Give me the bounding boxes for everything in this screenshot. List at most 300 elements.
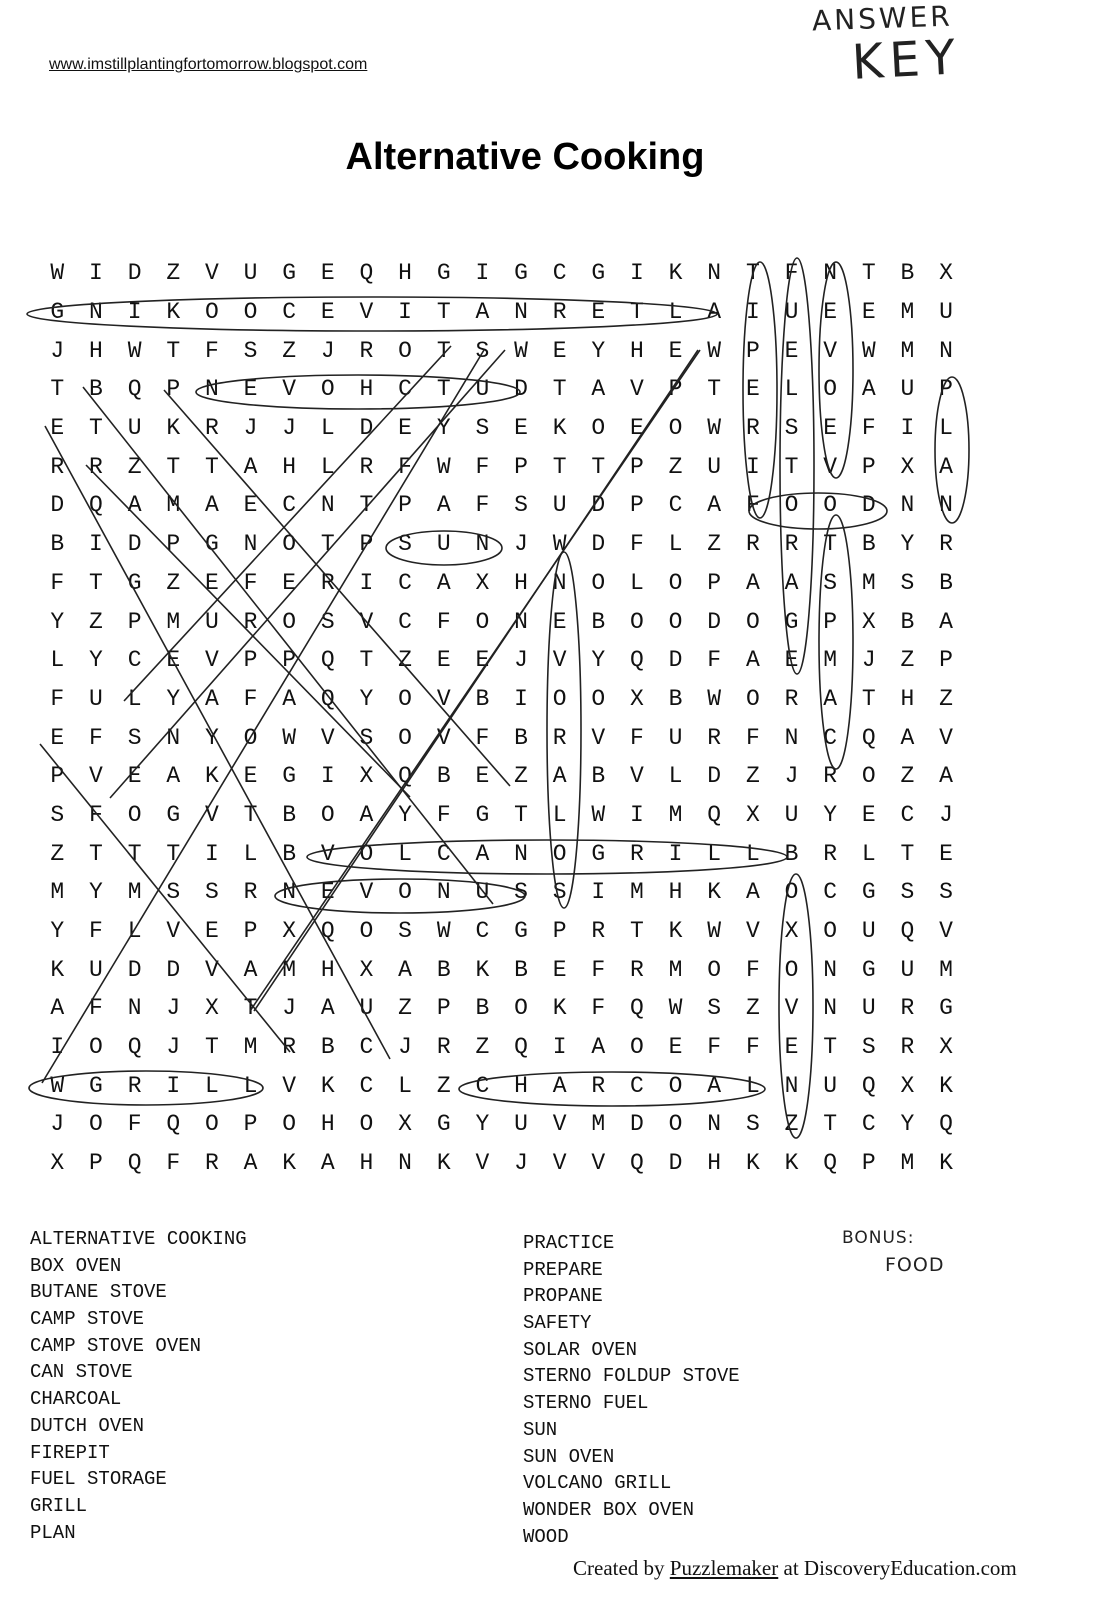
grid-letter: E	[591, 299, 606, 326]
grid-letter: V	[784, 995, 799, 1022]
grid-letter: O	[668, 608, 683, 635]
grid-letter: I	[320, 763, 335, 790]
grid-letter: M	[166, 492, 181, 519]
grid-letter: J	[282, 995, 297, 1022]
grid-letter: E	[784, 1034, 799, 1061]
grid-letter: W	[282, 724, 297, 751]
key-annotation: KEY	[850, 29, 963, 91]
grid-letter: L	[50, 647, 65, 674]
word-list-item: SUN	[523, 1418, 558, 1441]
credit-suffix: at DiscoveryEducation.com	[783, 1556, 1017, 1580]
grid-letter: K	[707, 879, 722, 906]
grid-letter: T	[89, 840, 103, 867]
grid-letter: O	[243, 299, 258, 326]
grid-letter: N	[784, 724, 799, 751]
grid-letter: A	[745, 647, 760, 674]
grid-letter: S	[823, 569, 838, 596]
grid-letter: O	[89, 1111, 103, 1138]
word-list-item: GRILL	[30, 1494, 88, 1517]
grid-letter: J	[282, 415, 297, 442]
grid-letter: X	[398, 1111, 412, 1138]
grid-letter: L	[243, 1072, 258, 1099]
grid-letter: R	[243, 608, 258, 635]
grid-letter: R	[50, 453, 65, 480]
grid-letter: O	[823, 376, 838, 403]
grid-letter: I	[668, 840, 683, 867]
word-list-item: WOOD	[523, 1525, 569, 1548]
grid-letter: R	[745, 415, 760, 442]
grid-letter: R	[204, 415, 219, 442]
grid-letter: S	[707, 995, 722, 1022]
grid-letter: D	[668, 1150, 683, 1177]
grid-letter: T	[707, 376, 722, 403]
grid-letter: V	[552, 1111, 567, 1138]
grid-letter: G	[50, 299, 65, 326]
grid-letter: E	[475, 647, 490, 674]
grid-letter: N	[475, 531, 490, 558]
grid-letter: G	[861, 879, 876, 906]
grid-letter: P	[359, 531, 374, 558]
grid-letter: E	[552, 337, 567, 364]
grid-letter: T	[861, 260, 876, 287]
grid-letter: O	[398, 685, 412, 712]
grid-letter: U	[939, 299, 953, 326]
grid-letter: F	[50, 569, 65, 596]
grid-letter: E	[514, 415, 528, 442]
grid-letter: I	[630, 260, 644, 287]
grid-letter: Z	[282, 337, 297, 364]
grid-letter: L	[745, 1072, 760, 1099]
grid-letter: N	[514, 840, 528, 867]
grid-letter: V	[823, 453, 838, 480]
grid-letter: Z	[50, 840, 65, 867]
grid-letter: T	[552, 453, 567, 480]
grid-letter: S	[900, 569, 915, 596]
grid-letter: R	[127, 1072, 142, 1099]
grid-letter: O	[784, 956, 799, 983]
grid-letter: X	[359, 956, 374, 983]
grid-letter: H	[514, 569, 528, 596]
grid-letter: U	[552, 492, 567, 519]
grid-letter: O	[591, 685, 606, 712]
grid-letter: E	[243, 763, 258, 790]
grid-letter: U	[89, 956, 103, 983]
grid-letter: E	[127, 763, 142, 790]
grid-letter: A	[707, 1072, 722, 1099]
grid-letter: Z	[668, 453, 683, 480]
grid-letter: F	[243, 685, 258, 712]
grid-letter: O	[89, 1034, 103, 1061]
grid-letter: M	[668, 801, 683, 828]
grid-letter: U	[823, 1072, 838, 1099]
grid-letter: X	[784, 918, 799, 945]
grid-letter: K	[475, 956, 490, 983]
grid-letter: S	[784, 415, 799, 442]
grid-letter: A	[320, 1150, 335, 1177]
grid-letter: Q	[707, 801, 722, 828]
grid-letter: R	[630, 840, 644, 867]
grid-letter: Q	[630, 995, 644, 1022]
grid-letter: S	[320, 608, 335, 635]
grid-letter: D	[127, 260, 142, 287]
word-list-item: SUN OVEN	[523, 1445, 615, 1468]
grid-letter: Y	[398, 801, 412, 828]
grid-letter: E	[166, 647, 181, 674]
grid-letter: M	[243, 1034, 258, 1061]
grid-letter: B	[591, 608, 606, 635]
grid-letter: V	[204, 647, 219, 674]
grid-letter: S	[745, 1111, 760, 1138]
grid-letter: G	[939, 995, 953, 1022]
grid-letter: O	[630, 608, 644, 635]
grid-letter: Y	[475, 1111, 490, 1138]
grid-letter: X	[282, 918, 297, 945]
grid-letter: O	[243, 724, 258, 751]
grid-letter: P	[745, 337, 760, 364]
grid-letter: C	[475, 918, 490, 945]
grid-letter: T	[166, 453, 181, 480]
grid-letter: T	[823, 1034, 838, 1061]
grid-letter: K	[745, 1150, 760, 1177]
grid-letter: I	[89, 260, 103, 287]
grid-letter: F	[630, 724, 644, 751]
grid-letter: A	[436, 492, 451, 519]
grid-letter: Q	[320, 918, 335, 945]
grid-letter: R	[823, 840, 838, 867]
word-list-item: STERNO FOLDUP STOVE	[523, 1365, 740, 1388]
grid-letter: N	[823, 260, 838, 287]
grid-letter: E	[320, 260, 335, 287]
grid-letter: T	[320, 531, 335, 558]
grid-letter: T	[166, 337, 181, 364]
grid-letter: A	[552, 1072, 567, 1099]
grid-letter: D	[861, 492, 876, 519]
grid-letter: Z	[707, 531, 722, 558]
grid-letter: E	[398, 415, 412, 442]
grid-letter: V	[89, 763, 103, 790]
grid-letter: U	[127, 415, 142, 442]
grid-letter: Z	[745, 763, 760, 790]
grid-letter: O	[668, 569, 683, 596]
source-url[interactable]: www.imstillplantingfortomorrow.blogspot.com	[49, 56, 368, 73]
grid-letter: M	[861, 569, 876, 596]
grid-letter: T	[552, 376, 567, 403]
word-list-item: PREPARE	[523, 1258, 603, 1281]
grid-letter: E	[320, 299, 335, 326]
word-list-item: BUTANE STOVE	[30, 1281, 167, 1304]
grid-letter: F	[127, 1111, 142, 1138]
grid-letter: R	[243, 879, 258, 906]
grid-letter: D	[630, 1111, 644, 1138]
grid-letter: K	[436, 1150, 451, 1177]
grid-letter: A	[166, 763, 181, 790]
grid-letter: P	[514, 453, 528, 480]
grid-letter: V	[745, 918, 760, 945]
grid-letter: T	[204, 1034, 219, 1061]
grid-letter: M	[166, 608, 181, 635]
grid-letter: M	[591, 1111, 606, 1138]
grid-letter: E	[861, 299, 876, 326]
grid-letter: Y	[900, 531, 915, 558]
grid-letter: S	[398, 531, 412, 558]
grid-letter: L	[668, 531, 683, 558]
grid-letter: M	[939, 956, 953, 983]
grid-letter: Z	[475, 1034, 490, 1061]
grid-letter: H	[668, 879, 683, 906]
grid-letter: Q	[359, 260, 374, 287]
grid-letter: T	[50, 376, 65, 403]
grid-letter: B	[475, 995, 490, 1022]
grid-letter: O	[359, 840, 374, 867]
grid-letter: A	[552, 763, 567, 790]
grid-letter: B	[282, 840, 297, 867]
grid-letter: N	[320, 492, 335, 519]
grid-letter: O	[282, 531, 297, 558]
grid-letter: N	[243, 531, 258, 558]
grid-letter: P	[398, 492, 412, 519]
grid-letter: K	[668, 918, 683, 945]
grid-letter: A	[243, 453, 258, 480]
grid-letter: S	[398, 918, 412, 945]
grid-letter: E	[320, 879, 335, 906]
grid-letter: Q	[823, 1150, 838, 1177]
grid-letter: A	[320, 995, 335, 1022]
grid-letter: L	[320, 415, 335, 442]
grid-letter: O	[398, 337, 412, 364]
grid-letter: U	[900, 376, 915, 403]
grid-letter: Y	[591, 337, 606, 364]
grid-letter: C	[475, 1072, 490, 1099]
grid-letter: T	[630, 918, 644, 945]
grid-letter: O	[282, 608, 297, 635]
grid-letter: P	[939, 376, 953, 403]
grid-letter: J	[50, 1111, 65, 1138]
grid-letter: N	[939, 337, 953, 364]
grid-letter: A	[707, 492, 722, 519]
grid-letter: I	[359, 569, 374, 596]
grid-letter: P	[630, 453, 644, 480]
grid-letter: F	[436, 801, 451, 828]
grid-letter: D	[166, 956, 181, 983]
grid-letter: T	[89, 415, 103, 442]
grid-letter: Q	[630, 647, 644, 674]
grid-letter: E	[50, 415, 65, 442]
grid-letter: T	[514, 801, 528, 828]
word-list-item: CHARCOAL	[30, 1388, 122, 1411]
grid-letter: V	[204, 956, 219, 983]
grid-letter: J	[166, 995, 181, 1022]
grid-letter: D	[127, 956, 142, 983]
grid-letter: T	[861, 685, 876, 712]
grid-letter: M	[900, 299, 915, 326]
grid-letter: A	[745, 879, 760, 906]
grid-letter: M	[668, 956, 683, 983]
grid-letter: M	[50, 879, 65, 906]
grid-letter: F	[745, 1034, 760, 1061]
grid-letter: G	[282, 763, 297, 790]
grid-letter: P	[668, 376, 683, 403]
grid-letter: B	[514, 724, 528, 751]
grid-letter: E	[823, 299, 838, 326]
grid-letter: P	[939, 647, 953, 674]
grid-letter: N	[398, 1150, 412, 1177]
grid-letter: P	[50, 763, 65, 790]
grid-letter: U	[243, 260, 258, 287]
word-search-grid	[38, 254, 965, 1183]
grid-letter: V	[436, 685, 451, 712]
grid-letter: D	[50, 492, 65, 519]
grid-letter: Y	[591, 647, 606, 674]
grid-letter: G	[282, 260, 297, 287]
grid-letter: R	[591, 918, 606, 945]
grid-letter: S	[475, 415, 490, 442]
grid-letter: V	[823, 337, 838, 364]
grid-letter: K	[50, 956, 65, 983]
grid-letter: E	[668, 1034, 683, 1061]
grid-letter: Q	[320, 647, 335, 674]
grid-letter: G	[514, 260, 528, 287]
grid-letter: A	[398, 956, 412, 983]
grid-letter: O	[591, 569, 606, 596]
grid-letter: R	[900, 1034, 915, 1061]
grid-letter: H	[89, 337, 103, 364]
grid-letter: J	[320, 337, 335, 364]
grid-letter: E	[50, 724, 65, 751]
grid-letter: S	[475, 337, 490, 364]
grid-letter: A	[204, 492, 219, 519]
grid-letter: G	[784, 608, 799, 635]
grid-letter: Q	[398, 763, 412, 790]
grid-letter: O	[398, 879, 412, 906]
grid-letter: U	[900, 956, 915, 983]
grid-letter: O	[320, 376, 335, 403]
grid-letter: Y	[50, 918, 65, 945]
grid-letter: B	[282, 801, 297, 828]
grid-letter: U	[784, 801, 799, 828]
grid-letter: P	[243, 918, 258, 945]
grid-letter: C	[823, 879, 838, 906]
grid-letter: J	[243, 415, 258, 442]
grid-letter: Z	[398, 647, 412, 674]
grid-letter: Z	[166, 260, 181, 287]
grid-letter: K	[204, 763, 219, 790]
grid-letter: A	[243, 1150, 258, 1177]
grid-letter: T	[243, 801, 258, 828]
grid-letter: Z	[514, 763, 528, 790]
grid-letter: O	[591, 415, 606, 442]
grid-letter: Q	[320, 685, 335, 712]
word-list-item: FUEL STORAGE	[30, 1468, 167, 1491]
grid-letter: A	[359, 801, 374, 828]
grid-letter: G	[475, 801, 490, 828]
grid-letter: M	[823, 647, 838, 674]
grid-letter: G	[591, 260, 606, 287]
grid-letter: S	[243, 337, 258, 364]
grid-letter: X	[475, 569, 490, 596]
grid-letter: H	[514, 1072, 528, 1099]
grid-letter: X	[939, 1034, 953, 1061]
grid-letter: Q	[861, 1072, 876, 1099]
grid-letter: P	[861, 453, 876, 480]
grid-letter: K	[166, 299, 181, 326]
grid-letter: G	[166, 801, 181, 828]
grid-letter: R	[552, 724, 567, 751]
grid-letter: F	[436, 608, 451, 635]
grid-letter: V	[282, 376, 297, 403]
grid-letter: Y	[900, 1111, 915, 1138]
grid-letter: F	[745, 492, 760, 519]
grid-letter: J	[398, 1034, 412, 1061]
grid-letter: S	[50, 801, 65, 828]
grid-letter: H	[359, 1150, 374, 1177]
grid-letter: K	[552, 995, 567, 1022]
grid-letter: B	[89, 376, 103, 403]
grid-letter: Y	[89, 879, 103, 906]
grid-letter: V	[166, 918, 181, 945]
puzzlemaker-link[interactable]: Puzzlemaker	[669, 1556, 779, 1580]
grid-letter: O	[630, 1034, 644, 1061]
grid-letter: L	[552, 801, 567, 828]
grid-letter: L	[784, 376, 799, 403]
grid-letter: A	[939, 453, 953, 480]
grid-letter: P	[89, 1150, 103, 1177]
grid-letter: O	[282, 1111, 297, 1138]
grid-letter: R	[707, 724, 722, 751]
grid-letter: Q	[900, 918, 915, 945]
grid-letter: G	[436, 260, 451, 287]
grid-letter: X	[630, 685, 644, 712]
grid-letter: C	[282, 492, 297, 519]
grid-letter: D	[591, 492, 606, 519]
grid-letter: E	[861, 801, 876, 828]
word-list-item: ALTERNATIVE COOKING	[30, 1228, 247, 1250]
grid-letter: O	[398, 724, 412, 751]
grid-letter: M	[282, 956, 297, 983]
grid-letter: F	[591, 995, 606, 1022]
grid-letter: B	[900, 260, 915, 287]
grid-letter: W	[707, 337, 722, 364]
grid-letter: W	[50, 260, 65, 287]
grid-letter: L	[204, 1072, 219, 1099]
word-list-item: FIREPIT	[30, 1441, 110, 1464]
grid-letter: X	[861, 608, 876, 635]
grid-letter: O	[784, 879, 799, 906]
grid-letter: A	[475, 299, 490, 326]
grid-letter: C	[630, 1072, 644, 1099]
grid-letter: K	[939, 1150, 953, 1177]
grid-letter: X	[939, 260, 953, 287]
word-list-left	[30, 1226, 247, 1546]
grid-letter: V	[939, 724, 953, 751]
grid-letter: N	[204, 376, 219, 403]
word-list-item: CAN STOVE	[30, 1361, 133, 1384]
grid-letter: V	[320, 840, 335, 867]
grid-letter: B	[861, 531, 876, 558]
grid-letter: D	[591, 531, 606, 558]
grid-letter: Z	[745, 995, 760, 1022]
grid-letter: S	[359, 724, 374, 751]
grid-letter: S	[939, 879, 953, 906]
grid-letter: P	[707, 569, 722, 596]
grid-letter: H	[282, 453, 297, 480]
grid-letter: V	[436, 724, 451, 751]
grid-letter: R	[745, 531, 760, 558]
grid-letter: F	[89, 724, 103, 751]
grid-letter: S	[514, 492, 528, 519]
grid-letter: U	[475, 879, 490, 906]
grid-letter: X	[50, 1150, 65, 1177]
grid-letter: T	[127, 840, 142, 867]
